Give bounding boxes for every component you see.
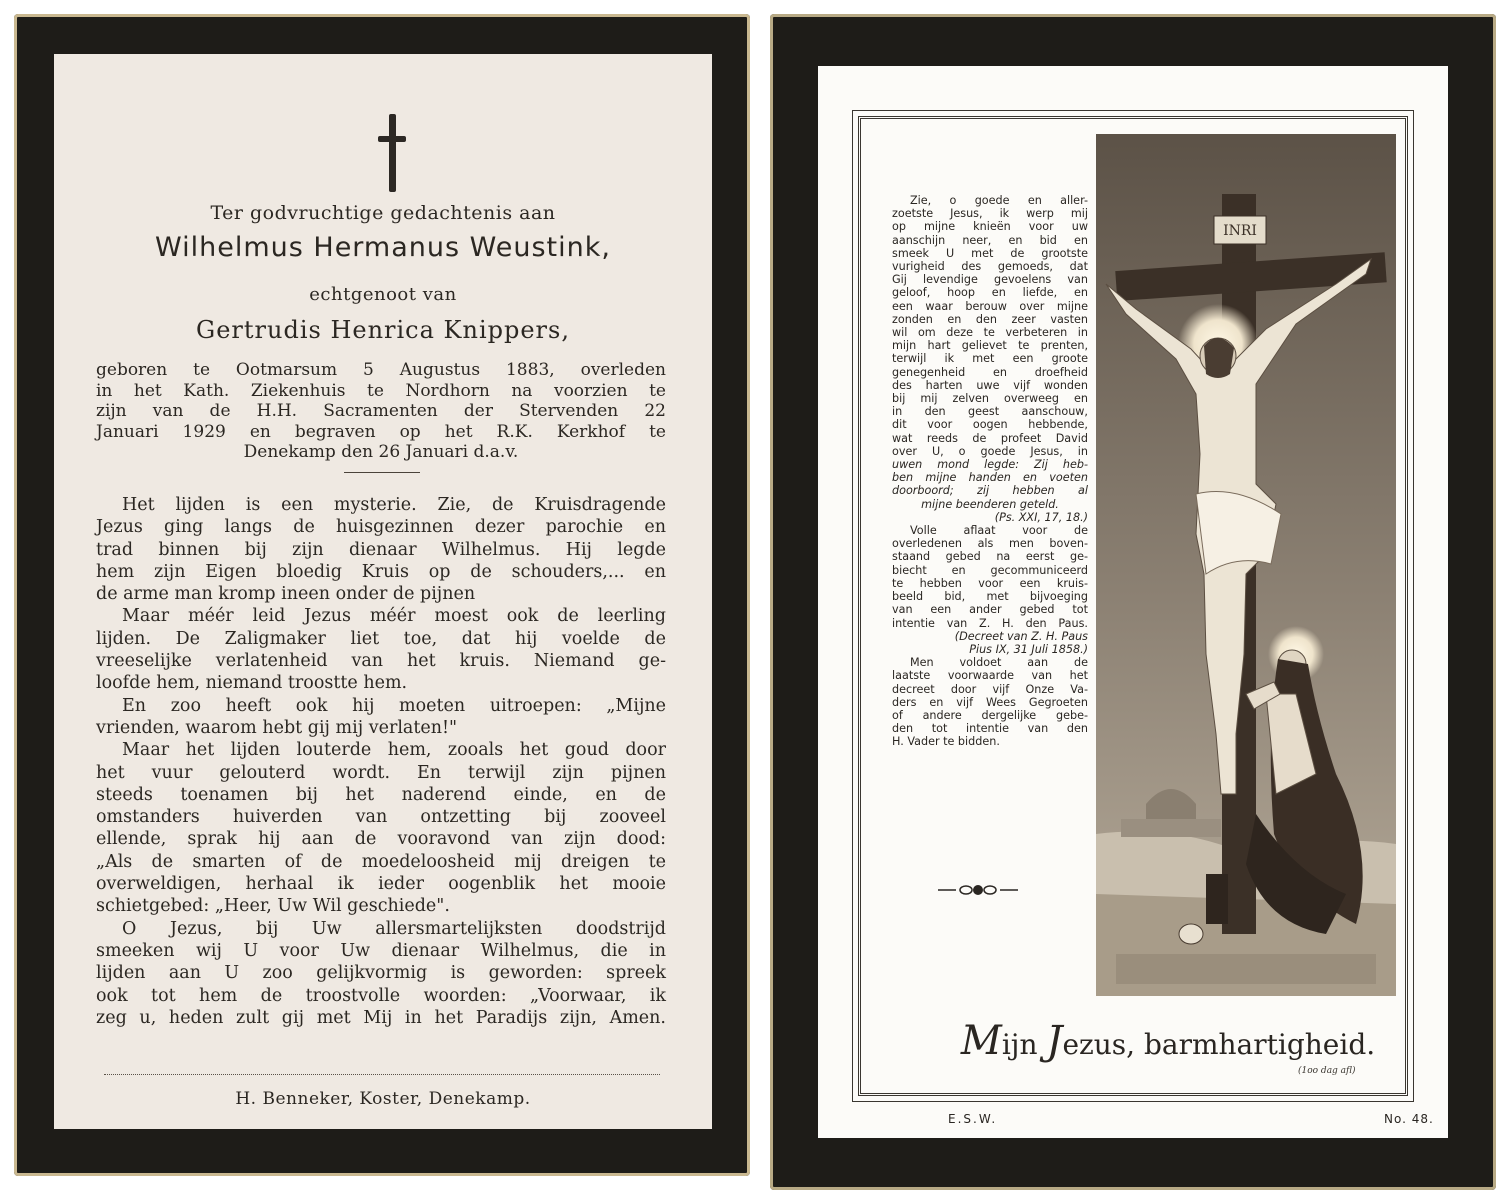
prayer-line: terwijl ik met een groote (892, 352, 1088, 366)
prayer-line: of andere dergelijke gebe- (892, 708, 1088, 722)
card-back-paper (818, 66, 1448, 1138)
bio-line: Denekamp den 26 Januari d.a.v. (243, 442, 519, 462)
prayer-line: overledenen als men boven- (892, 537, 1088, 551)
text-line: Maar het lijden louterde hem, zooals het goud door (122, 740, 666, 761)
text-line: trad binnen bij zijn dienaar Wilhelmus. Hij legde (96, 539, 666, 560)
text-line: O Jezus, bij Uw allersmartelijksten doodstrijd (122, 918, 666, 939)
title-text-2: ezus, barmhartigheid. (1062, 1028, 1376, 1061)
prayer-line: in den geest aanschouw, (892, 405, 1088, 419)
bio-line: geboren te Ootmarsum 5 Augustus 1883, overleden (96, 360, 666, 380)
prayer-line: staand gebed na eerst ge- (892, 550, 1088, 564)
prayer-line: wil om deze te verbeteren in (892, 326, 1088, 340)
prayer-line: mijne beenderen geteld. (921, 497, 1059, 511)
text-line: loofde hem, niemand troostte hem. (96, 673, 408, 694)
prayer-line: Pius IX, 31 Juli 1858.) (969, 642, 1088, 656)
bio-line: zijn van de H.H. Sacramenten der Stervenden 22 (96, 401, 666, 421)
prayer-line: geloof, hoop en liefde, en (892, 286, 1088, 300)
dotted-divider (104, 1074, 660, 1075)
title-initial-m: M (960, 1018, 1002, 1064)
card-title (958, 1018, 1378, 1064)
text-line: smeeken wij U voor Uw dienaar Wilhelmus, die in (96, 940, 666, 961)
spouse-label: echtgenoot van (309, 284, 457, 305)
text-line: het vuur gelouterd wordt. En terwijl zijn pijnen (96, 762, 666, 783)
biography (96, 360, 666, 463)
prayer-line: over U, o goede Jesus, in (892, 444, 1088, 458)
prayer-line: Gij levendige gevoelens van (892, 273, 1088, 287)
prayer-line: zonden en den zeer vasten (892, 312, 1088, 326)
prayer-line: mijn hart gelievet te prenten, (892, 339, 1088, 353)
prayer-line: wat reeds de profeet David (892, 431, 1088, 445)
text-line: Maar méér leid Jezus méér moest ook de leerling (122, 606, 666, 627)
intro-line: Ter godvruchtige gedachtenis aan (210, 202, 556, 224)
prayer-line: vurigheid des gemoeds, dat (892, 260, 1088, 274)
prayer-line: smeek U met de grootste (892, 246, 1088, 260)
meditation-text (96, 494, 666, 1029)
prayer-line: genegenheid en droefheid (892, 365, 1088, 379)
prayer-line: een waar berouw over mijne (892, 299, 1088, 313)
prayer-line: laatste voorwaarde van het (892, 669, 1088, 683)
prayer-line: Zie, o goede en aller- (910, 194, 1088, 207)
text-line: de arme man kromp ineen onder de pijnen (96, 584, 476, 605)
prayer-line: beeld bid, met bijvoeging (892, 590, 1088, 604)
text-line: lijden aan U zoo gelijkvormig is geworden: spreek (96, 963, 666, 984)
text-line: vreeselijke verlatenheid van het kruis. Niemand ge- (96, 651, 666, 672)
text-line: Het lijden is een mysterie. Zie, de Kruisdragende (122, 495, 666, 515)
memorial-card-front (14, 14, 750, 1176)
prayer-line: aanschijn neer, en bid en (892, 233, 1088, 247)
prayer-text (892, 194, 1088, 749)
text-line: schietgebed: „Heer, Uw Wil geschiede". (96, 896, 450, 917)
text-line: overweldigen, herhaal ik ieder oogenblik het mooie (96, 874, 666, 895)
ornament-icon (938, 884, 1018, 896)
prayer-line: H. Vader te bidden. (892, 735, 1000, 749)
indulgence-note: (1oo dag afl) (1298, 1066, 1356, 1076)
text-line: lijden. De Zaligmaker liet toe, dat hij voelde de (96, 628, 666, 649)
text-line: Jezus ging langs de huisgezinnen dezer parochie en (96, 517, 666, 538)
publisher-mark: E.S.W. (948, 1112, 998, 1126)
prayer-line: decreet door vijf Onze Va- (892, 682, 1088, 696)
inri-label: INRI (1223, 223, 1257, 239)
card-number: No. 48. (1384, 1112, 1434, 1126)
text-line: ook tot hem de troostvolle woorden: „Voorwaar, ik (96, 985, 666, 1006)
prayer-line: zoetste Jesus, ik werp mij (892, 207, 1088, 221)
prayer-line: ders en vijf Wees Gegroeten (892, 695, 1088, 709)
card-front-paper (54, 54, 712, 1129)
text-line: „Als de smarten of de moedeloosheid mij dreigen te (96, 851, 666, 872)
sexton-credit: H. Benneker, Koster, Denekamp. (235, 1089, 531, 1109)
memorial-card-back (770, 14, 1496, 1190)
prayer-line: biecht en gecommuniceerd (892, 563, 1088, 577)
text-line: hem zijn Eigen bloedig Kruis op de schouders,... en (96, 561, 666, 582)
prayer-line: ben mijne handen en voeten (892, 471, 1088, 485)
title-text-1: ijn (1001, 1028, 1047, 1061)
prayer-line: op mijne knieën voor uw (892, 220, 1088, 234)
crucifixion-image (1096, 134, 1396, 996)
prayer-line: Men voldoet aan de (910, 656, 1088, 670)
prayer-line: Volle aflaat voor de (910, 524, 1088, 538)
prayer-line: dit voor oogen hebbende, (892, 418, 1088, 432)
prayer-line: van een ander gebed tot (892, 603, 1088, 617)
bio-line: in het Kath. Ziekenhuis te Nordhorn na voorzien te (96, 380, 666, 401)
prayer-line: intentie van Z. H. den Paus. (892, 616, 1088, 630)
text-line: omstanders huiverden van ontzetting bij zooveel (96, 807, 666, 828)
cross-icon (378, 114, 406, 192)
prayer-line: des harten uwe vijf wonden (892, 378, 1088, 392)
bio-line: Januari 1929 en begraven op het R.K. Kerkhof te (96, 421, 666, 442)
prayer-line: te hebben voor een kruis- (892, 576, 1088, 590)
prayer-line: bij mij zelven overweeg en (892, 392, 1088, 406)
text-line: vrienden, waarom hebt gij mij verlaten!" (96, 717, 458, 738)
divider (344, 472, 420, 473)
text-line: steeds toenamen bij het naderend einde, en de (96, 784, 666, 805)
text-line: ellende, sprak hij aan de vooravond van zijn dood: (96, 829, 666, 850)
prayer-line: uwen mond legde: Zij heb- (892, 458, 1088, 472)
text-line: zeg u, heden zult gij met Mij in het Paradijs zijn, Amen. (96, 1007, 666, 1028)
prayer-line: (Ps. XXI, 17, 18.) (994, 510, 1088, 524)
prayer-line: (Decreet van Z. H. Paus (954, 629, 1088, 643)
prayer-line: doorboord; zij hebben al (892, 484, 1088, 498)
text-line: En zoo heeft ook hij moeten uitroepen: „Mijne (122, 695, 666, 716)
prayer-line: den tot intentie van den (892, 722, 1088, 736)
spouse-name: Gertrudis Henrica Knippers, (196, 316, 570, 344)
deceased-name: Wilhelmus Hermanus Weustink, (155, 232, 611, 263)
title-initial-j: J (1046, 1018, 1063, 1064)
